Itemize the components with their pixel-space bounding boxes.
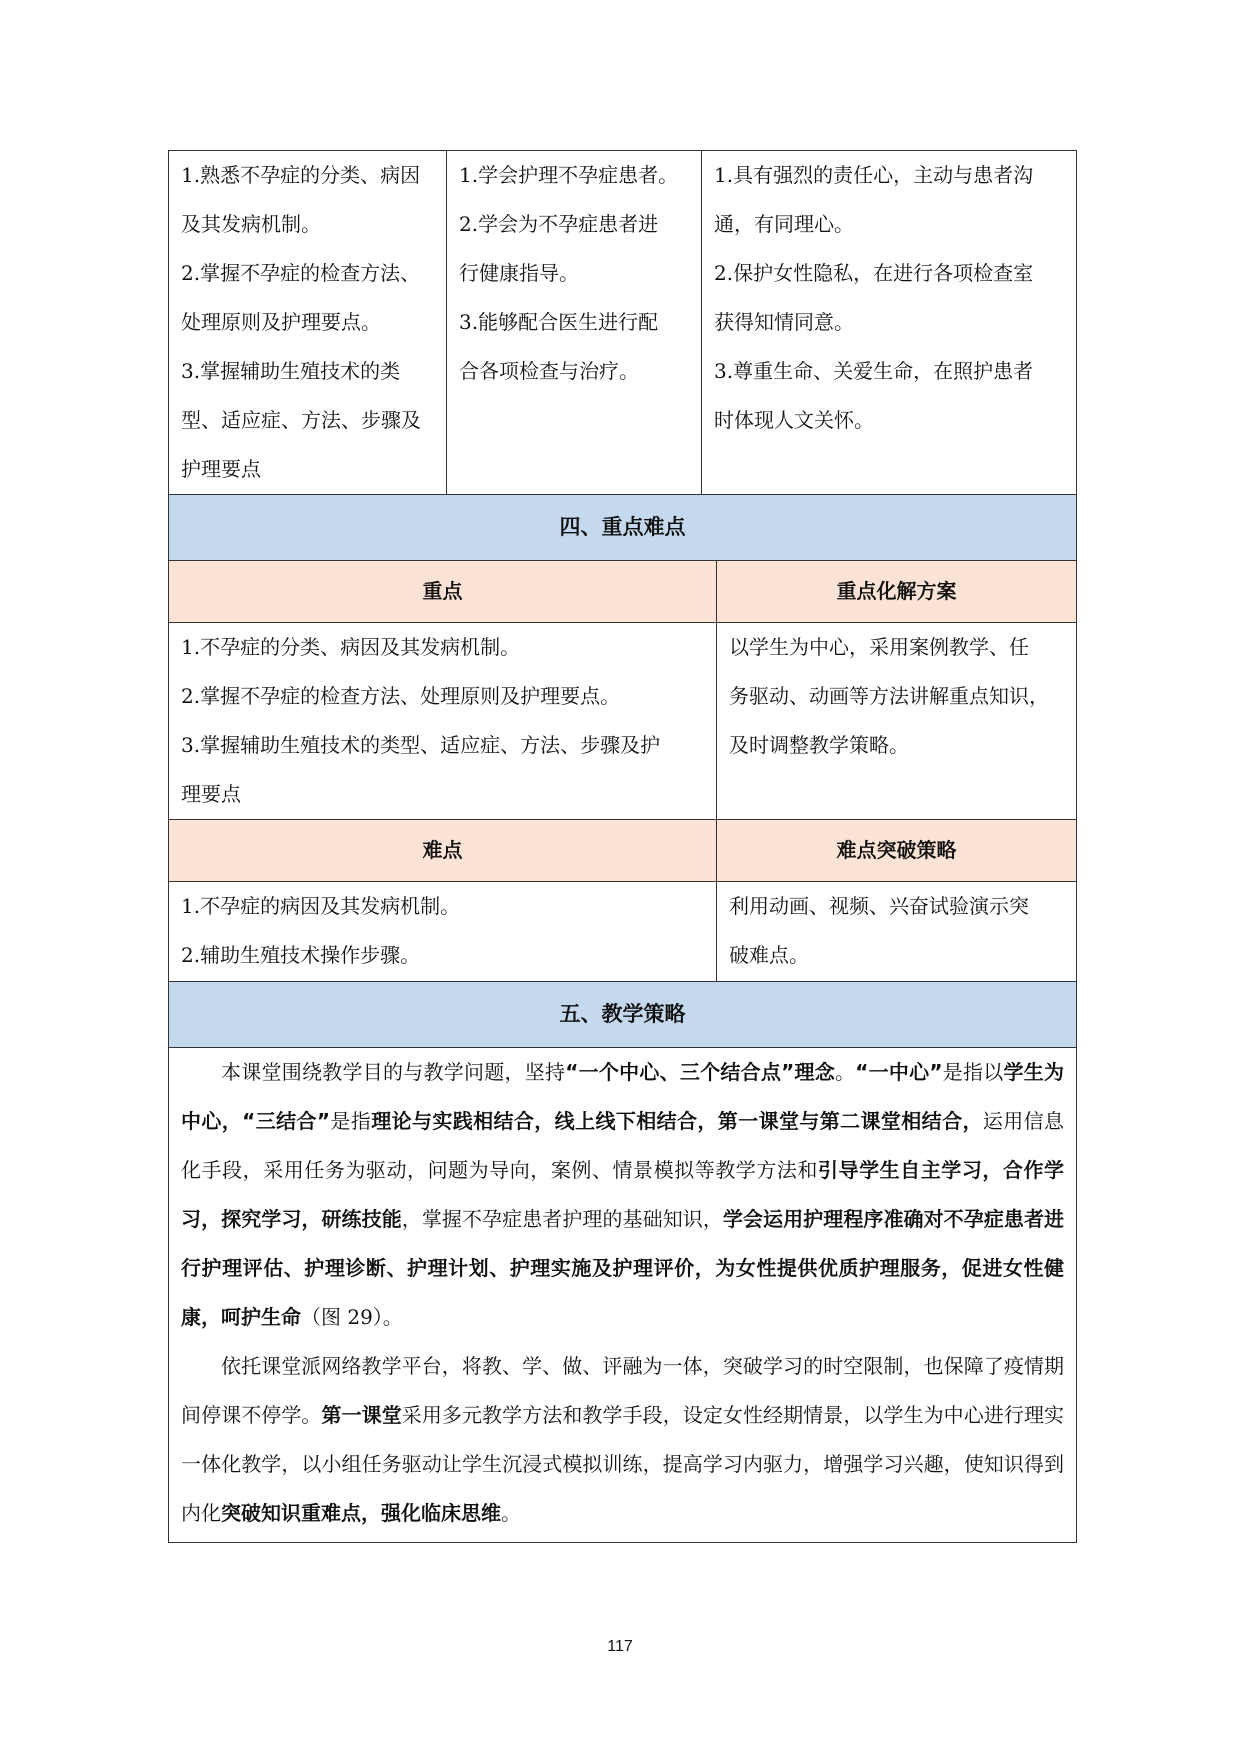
knowledge-objectives: [169, 151, 447, 495]
bold-text: “一个中心、三个结合点”理念: [565, 1059, 835, 1084]
text-line: 3.掌握辅助生殖技术的类型、适应症、方法、步骤及护: [181, 732, 661, 757]
text-line: 及时调整教学策略。: [729, 732, 909, 757]
difficult-strategy: [717, 881, 1077, 981]
text-line: 理要点: [181, 781, 241, 806]
text-line: 2.学会为不孕症患者进: [459, 212, 659, 236]
text-line: 1.学会护理不孕症患者。: [459, 163, 679, 187]
text: 本课堂围绕教学目的与教学问题，坚持: [221, 1059, 566, 1084]
section5-content-row: [169, 1047, 1077, 1542]
text: （图 29）。: [301, 1304, 403, 1329]
text-line: 合各项检查与治疗。: [459, 359, 639, 383]
difficult-strategy-header: 难点突破策略: [717, 819, 1077, 881]
text-line: 3.尊重生命、关爱生命，在照护患者: [714, 359, 1034, 383]
text: 运用信息化手段，采用任务为驱动，问题为导向，案例、情景模拟等教学方法和: [181, 1108, 1065, 1182]
difficult-header-row: [169, 819, 1077, 881]
key-difficult-table: [168, 494, 1077, 1543]
bold-text: 突破知识重难点，强化临床思维: [221, 1500, 501, 1525]
key-solution-header: 重点化解方案: [717, 560, 1077, 622]
difficult-points: [169, 881, 717, 981]
strategy-paragraph-2: [181, 1342, 1064, 1538]
page: [168, 150, 1076, 1543]
text-line: 1.不孕症的病因及其发病机制。: [181, 893, 461, 918]
text-line: 通，有同理心。: [714, 212, 854, 236]
key-points: [169, 622, 717, 819]
text: 。: [834, 1059, 856, 1084]
text-line: 利用动画、视频、兴奋试验演示突: [729, 893, 1029, 918]
text-line: 2.保护女性隐私，在进行各项检查室: [714, 261, 1034, 285]
text-line: 2.掌握不孕症的检查方法、处理原则及护理要点。: [181, 683, 621, 708]
text-line: 时体现人文关怀。: [714, 408, 874, 432]
skill-objectives: [447, 151, 702, 495]
text: 采用多元教学方法和教学手段，设定女性经期情景，以学生为中心进行理实一体化教学，以小组任务驱动让学生沉浸式模拟训练，提高学习内驱力，增强学习兴趣，使知识得到内化: [181, 1402, 1065, 1525]
teaching-strategy: [169, 1047, 1077, 1542]
text: ，掌握不孕症患者护理的基础知识，: [401, 1206, 723, 1231]
strategy-paragraph-1: [181, 1048, 1064, 1342]
difficult-points-header: 难点: [169, 819, 717, 881]
text-line: 行健康指导。: [459, 261, 579, 285]
quality-objectives: [702, 151, 1077, 495]
section4-header-row: [169, 494, 1077, 560]
bold-text: 理论与实践相结合，线上线下相结合，第一课堂与第二课堂相结合，: [371, 1108, 983, 1133]
text-line: 及其发病机制。: [181, 212, 321, 236]
text-line: 护理要点: [181, 457, 261, 481]
text-line: 1.不孕症的分类、病因及其发病机制。: [181, 634, 521, 659]
key-content-row: [169, 622, 1077, 819]
key-header-row: [169, 560, 1077, 622]
text: 依托课堂派网络教学平台，将教、学、做、评融为一体，突破学习的时空限制，也保障了疫情期间停课不停学。: [181, 1353, 1064, 1427]
difficult-content-row: [169, 881, 1077, 981]
bold-text: 第一课堂: [321, 1402, 402, 1427]
text-line: 处理原则及护理要点。: [181, 310, 381, 334]
bold-text: 学会运用护理程序准确对不孕症患者进行护理评估、护理诊断、护理计划、护理实施及护理评价，为女性提供优质护理服务，促进女性健康，呵护生命: [181, 1206, 1065, 1329]
text: 是指以: [942, 1059, 1004, 1084]
section5-header-row: [169, 981, 1077, 1047]
text: 。: [501, 1500, 521, 1525]
page-number: 117: [607, 1638, 633, 1655]
bold-text: “一中心”: [855, 1059, 943, 1084]
text-line: 破难点。: [729, 942, 809, 967]
key-points-header: 重点: [169, 560, 717, 622]
text-line: 2.掌握不孕症的检查方法、: [181, 261, 421, 285]
text-line: 获得知情同意。: [714, 310, 854, 334]
section-title: 四、重点难点: [169, 494, 1077, 560]
objectives-table: [168, 150, 1077, 495]
text-line: 1.熟悉不孕症的分类、病因: [181, 163, 421, 187]
text-line: 2.辅助生殖技术操作步骤。: [181, 942, 421, 967]
bold-text: 学生为中心，“三结合”: [181, 1059, 1065, 1133]
text: 是指: [330, 1108, 372, 1133]
text-line: 以学生为中心，采用案例教学、任: [729, 634, 1029, 659]
text-line: 3.掌握辅助生殖技术的类: [181, 359, 401, 383]
text-line: 务驱动、动画等方法讲解重点知识，: [729, 683, 1049, 708]
text-line: 型、适应症、方法、步骤及: [181, 408, 421, 432]
bold-text: 引导学生自主学习，合作学习，探究学习，研练技能: [181, 1157, 1065, 1231]
text-line: 1.具有强烈的责任心，主动与患者沟: [714, 163, 1034, 187]
objectives-row: [169, 151, 1077, 495]
key-solution: [717, 622, 1077, 819]
section-title: 五、教学策略: [169, 981, 1077, 1047]
text-line: 3.能够配合医生进行配: [459, 310, 659, 334]
